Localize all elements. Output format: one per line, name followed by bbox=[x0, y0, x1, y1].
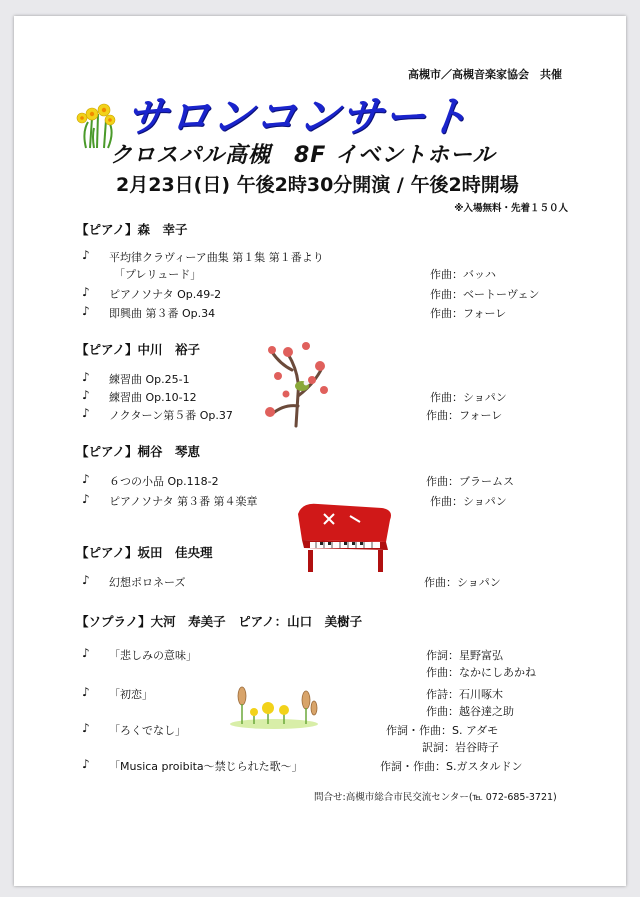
section-heading: 【ピアノ】桐谷 琴恵 bbox=[76, 444, 201, 459]
note-symbol: ♪ bbox=[82, 646, 90, 660]
piece-title: ピアノソナタ 第３番 第４楽章 bbox=[109, 495, 258, 508]
piece-title: 平均律クラヴィーア曲集 第１集 第１番より bbox=[109, 251, 324, 264]
toy-piano-icon bbox=[294, 500, 398, 574]
note-symbol: ♪ bbox=[82, 685, 90, 699]
note-symbol: ♪ bbox=[82, 248, 90, 262]
note-symbol: ♪ bbox=[82, 285, 90, 299]
piece-title-line2: 「プレリュード」 bbox=[114, 268, 202, 281]
piece-credit-line2: 作曲：越谷達之助 bbox=[426, 705, 514, 718]
piece-credit: 作曲：ショパン bbox=[424, 576, 501, 589]
section-heading: 【ピアノ】森 幸子 bbox=[76, 222, 188, 237]
piece-credit-line2: 訳詞：岩谷時子 bbox=[422, 741, 499, 754]
piece-title: 即興曲 第３番 Op.34 bbox=[109, 307, 216, 320]
note-symbol: ♪ bbox=[82, 573, 90, 587]
piece-credit-line2: 作曲：なかにしあかね bbox=[426, 666, 536, 679]
note-symbol: ♪ bbox=[82, 406, 90, 420]
note-symbol: ♪ bbox=[82, 304, 90, 318]
piece-credit: 作曲：ショパン bbox=[430, 391, 507, 404]
plum-blossom-icon bbox=[258, 334, 334, 428]
piece-title: ピアノソナタ Op.49-2 bbox=[109, 288, 222, 301]
piece-credit: 作詞：星野富弘 bbox=[426, 649, 503, 662]
date-time-text: 2月23日(日) 午後2時30分開演 / 午後2時開場 bbox=[116, 174, 519, 196]
piece-title: ノクターン第５番 Op.37 bbox=[109, 409, 233, 422]
section-heading: 【ピアノ】中川 裕子 bbox=[76, 342, 201, 357]
piece-credit: 作曲：フォーレ bbox=[430, 307, 507, 320]
piece-title: 「悲しみの意味」 bbox=[109, 649, 197, 662]
piece-title: ６つの小品 Op.118-2 bbox=[109, 475, 219, 488]
note-symbol: ♪ bbox=[82, 388, 90, 402]
concert-title: サロンコンサート bbox=[123, 92, 473, 141]
note-symbol: ♪ bbox=[82, 721, 90, 735]
organizer-text: 高槻市／高槻音楽家協会 共催 bbox=[408, 68, 562, 81]
note-symbol: ♪ bbox=[82, 492, 90, 506]
piece-credit: 作詞・作曲：S.ガスタルドン bbox=[380, 760, 523, 773]
piece-credit: 作曲：フォーレ bbox=[426, 409, 503, 422]
venue-text: クロスパル高槻 8F イベントホール bbox=[110, 143, 496, 168]
piece-credit: 作曲：ブラームス bbox=[426, 475, 514, 488]
note-symbol: ♪ bbox=[82, 370, 90, 384]
piece-title: 「初恋」 bbox=[109, 688, 153, 701]
piece-credit: 作詩：石川啄木 bbox=[426, 688, 503, 701]
piece-title: 幻想ポロネーズ bbox=[109, 576, 186, 589]
piece-credit: 作詞・作曲：S. アダモ bbox=[386, 724, 499, 737]
admission-note: ※入場無料・先着１５０人 bbox=[454, 203, 568, 214]
flyer-page bbox=[14, 16, 626, 886]
section-heading: 【ソプラノ】大河 寿美子 ピアノ：山口 美樹子 bbox=[76, 614, 363, 629]
contact-footer: 問合せ:高槻市総合市民交流センター(℡ 072-685-3721) bbox=[314, 792, 557, 803]
piece-title: 「Musica proibita～禁じられた歌～」 bbox=[109, 760, 303, 773]
piece-credit: 作曲：バッハ bbox=[430, 268, 496, 281]
piece-title: 練習曲 Op.10-12 bbox=[109, 391, 197, 404]
note-symbol: ♪ bbox=[82, 757, 90, 771]
flowers-icon bbox=[228, 680, 320, 730]
piece-credit: 作曲：ベートーヴェン bbox=[430, 288, 540, 301]
note-symbol: ♪ bbox=[82, 472, 90, 486]
piece-title: 「ろくでなし」 bbox=[109, 724, 186, 737]
piece-title: 練習曲 Op.25-1 bbox=[109, 373, 190, 386]
piece-credit: 作曲：ショパン bbox=[430, 495, 507, 508]
section-heading: 【ピアノ】坂田 佳央理 bbox=[76, 545, 213, 560]
